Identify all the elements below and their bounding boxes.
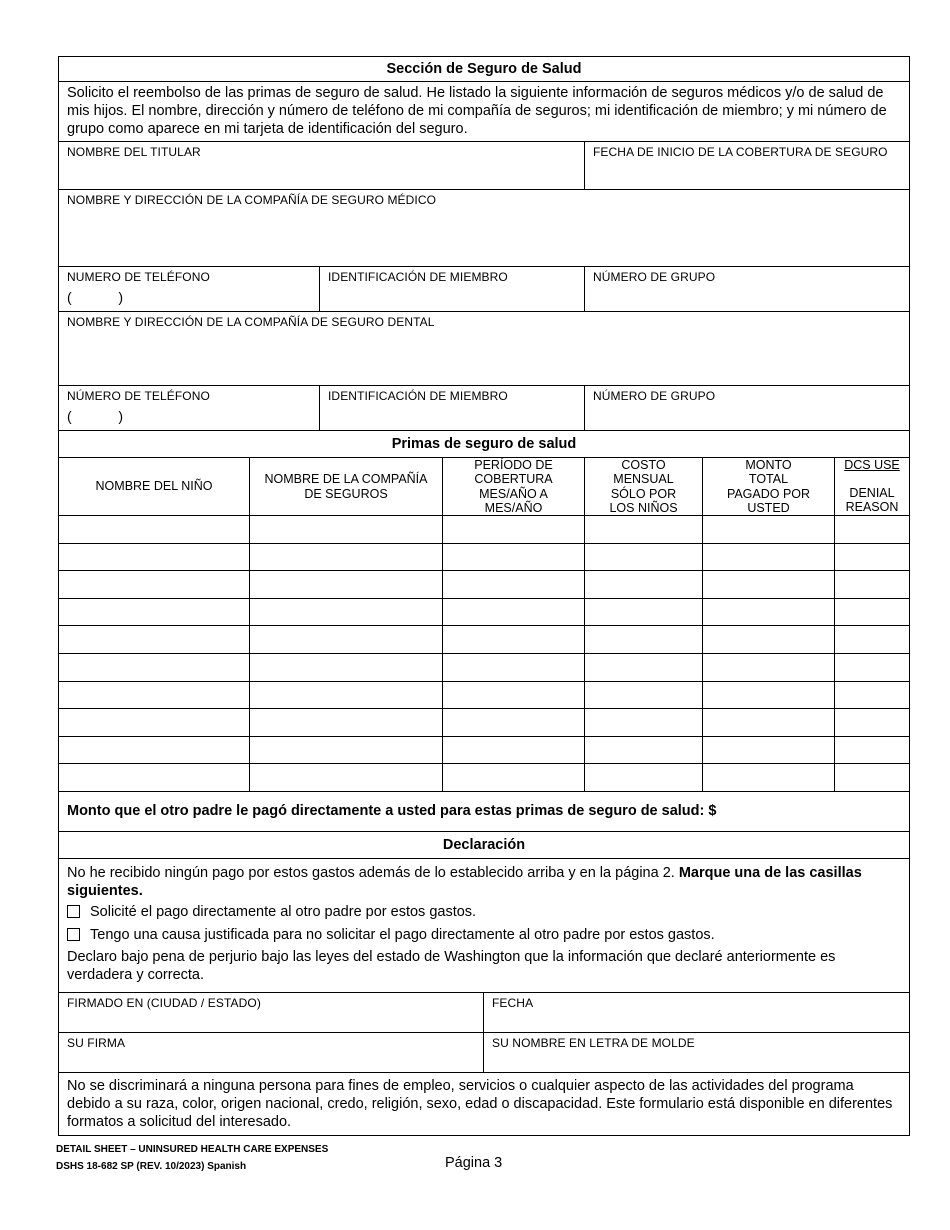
table-cell-monthly-cost[interactable]	[584, 654, 702, 681]
dental-member-id-label: IDENTIFICACIÓN DE MIEMBRO	[328, 389, 508, 403]
dental-contact-row	[59, 386, 909, 431]
table-cell-period[interactable]	[442, 709, 584, 736]
perjury-statement: Declaro bajo pena de perjurio bajo las leyes del estado de Washington que la información que declaré anteriormente es verdadera y correcta.	[67, 949, 836, 983]
table-row	[59, 709, 909, 737]
form-number: DSHS 18-682 SP (REV. 10/2023) Spanish	[56, 1161, 247, 1172]
signature-label: SU FIRMA	[67, 1036, 126, 1050]
table-cell-company[interactable]	[249, 599, 442, 626]
table-cell-period[interactable]	[442, 654, 584, 681]
table-cell-period[interactable]	[442, 599, 584, 626]
table-cell-child-name[interactable]	[59, 544, 249, 571]
table-cell-dcs-use	[834, 571, 909, 598]
table-row	[59, 654, 909, 682]
signature-row	[59, 1033, 909, 1073]
table-cell-dcs-use	[834, 682, 909, 709]
dental-phone-paren: ( )	[67, 408, 123, 424]
table-row	[59, 682, 909, 710]
signature-field[interactable]	[59, 1033, 483, 1072]
table-cell-dcs-use	[834, 544, 909, 571]
table-cell-total-paid[interactable]	[702, 516, 834, 543]
table-cell-dcs-use	[834, 764, 909, 791]
table-row	[59, 626, 909, 654]
dental-phone-field[interactable]	[59, 386, 319, 430]
other-parent-amount-row[interactable]	[59, 792, 909, 832]
col-child-name: NOMBRE DEL NIÑO	[95, 479, 213, 494]
table-cell-child-name[interactable]	[59, 764, 249, 791]
signed-at-label: FIRMADO EN (CIUDAD / ESTADO)	[67, 996, 261, 1010]
table-cell-company[interactable]	[249, 626, 442, 653]
table-cell-monthly-cost[interactable]	[584, 682, 702, 709]
table-row	[59, 516, 909, 544]
coverage-start-field[interactable]	[584, 142, 909, 189]
declaration-text-block	[67, 864, 897, 900]
table-cell-period[interactable]	[442, 764, 584, 791]
table-cell-monthly-cost[interactable]	[584, 737, 702, 764]
declaration-instruction: Marque una de las casillas siguientes.	[67, 865, 862, 899]
table-cell-monthly-cost[interactable]	[584, 516, 702, 543]
form-title: DETAIL SHEET – UNINSURED HEALTH CARE EXPENSES	[56, 1144, 329, 1155]
table-cell-period[interactable]	[442, 544, 584, 571]
table-row	[59, 764, 909, 792]
medical-phone-label: NUMERO DE TELÉFONO	[67, 270, 210, 284]
policy-holder-label: NOMBRE DEL TITULAR	[67, 145, 201, 159]
other-parent-amount-label: Monto que el otro padre le pagó directamente a usted para estas primas de seguro de salud: $	[67, 803, 717, 819]
policy-holder-field[interactable]	[59, 142, 584, 189]
dental-member-id-field[interactable]	[319, 386, 584, 430]
table-cell-child-name[interactable]	[59, 654, 249, 681]
option-1-checkbox[interactable]	[67, 905, 80, 918]
table-cell-total-paid[interactable]	[702, 764, 834, 791]
table-cell-company[interactable]	[249, 571, 442, 598]
table-cell-period[interactable]	[442, 626, 584, 653]
table-cell-total-paid[interactable]	[702, 599, 834, 626]
intro-text: Solicito el reembolso de las primas de seguro de salud. He listado la siguiente información de seguros médicos y/o de salud de mis hijos. El nombre, dirección y número de teléfono de mi compañía de seguros; mi identificación de miembro; y mi número de grupo como aparece en mi tarjeta de identificación del seguro.	[59, 82, 909, 142]
table-cell-total-paid[interactable]	[702, 571, 834, 598]
option-2-row[interactable]	[67, 927, 715, 943]
table-cell-company[interactable]	[249, 737, 442, 764]
table-cell-company[interactable]	[249, 709, 442, 736]
col-period: PERÍODO DE COBERTURA MES/AÑO A MES/AÑO	[442, 458, 584, 515]
table-cell-child-name[interactable]	[59, 571, 249, 598]
dental-group-field[interactable]	[584, 386, 909, 430]
table-cell-monthly-cost[interactable]	[584, 709, 702, 736]
table-cell-total-paid[interactable]	[702, 544, 834, 571]
denial-reason-label: DENIAL REASON	[845, 485, 899, 514]
premiums-title: Primas de seguro de salud	[59, 431, 909, 458]
table-cell-period[interactable]	[442, 571, 584, 598]
declaration-text: No he recibido ningún pago por estos gastos además de lo establecido arriba y en la página 2.	[67, 865, 675, 881]
table-cell-child-name[interactable]	[59, 599, 249, 626]
medical-group-field[interactable]	[584, 267, 909, 311]
date-label: FECHA	[492, 996, 534, 1010]
col-total-paid: MONTO TOTAL PAGADO POR USTED	[702, 458, 834, 515]
coverage-start-label: FECHA DE INICIO DE LA COBERTURA DE SEGURO	[593, 145, 888, 159]
medical-contact-row	[59, 267, 909, 312]
table-cell-dcs-use	[834, 516, 909, 543]
col-company: NOMBRE DE LA COMPAÑÍA DE SEGUROS	[249, 458, 442, 515]
dental-group-label: NÚMERO DE GRUPO	[593, 389, 716, 403]
table-cell-monthly-cost[interactable]	[584, 599, 702, 626]
medical-company-label: NOMBRE Y DIRECCIÓN DE LA COMPAÑÍA DE SEGURO MÉDICO	[67, 193, 437, 207]
dcs-use-label: DCS USE	[844, 458, 900, 472]
table-row	[59, 599, 909, 627]
table-cell-total-paid[interactable]	[702, 654, 834, 681]
table-cell-dcs-use	[834, 737, 909, 764]
date-field[interactable]	[483, 993, 909, 1032]
table-cell-child-name[interactable]	[59, 516, 249, 543]
premiums-header-row	[59, 458, 909, 516]
dental-company-label: NOMBRE Y DIRECCIÓN DE LA COMPAÑÍA DE SEGURO DENTAL	[67, 315, 435, 329]
table-cell-total-paid[interactable]	[702, 737, 834, 764]
table-cell-company[interactable]	[249, 764, 442, 791]
nondiscrimination-notice: No se discriminará a ninguna persona para fines de empleo, servicios o cualquier aspecto de las actividades del programa debido a su raza, color, origen nacional, credo, religión, sexo, edad o discapacidad. Este formulario está disponible en diferentes formatos a solicitud del interesado.	[67, 1078, 893, 1130]
table-cell-monthly-cost[interactable]	[584, 764, 702, 791]
dental-company-field[interactable]	[59, 312, 909, 386]
medical-phone-paren: ( )	[67, 289, 123, 305]
option-1-label: Solicité el pago directamente al otro padre por estos gastos.	[90, 904, 477, 920]
policy-holder-row	[59, 142, 909, 190]
table-cell-company[interactable]	[249, 516, 442, 543]
declaration-title: Declaración	[59, 832, 909, 859]
table-cell-child-name[interactable]	[59, 682, 249, 709]
table-cell-child-name[interactable]	[59, 709, 249, 736]
table-cell-dcs-use	[834, 599, 909, 626]
section-title: Sección de Seguro de Salud	[59, 57, 909, 82]
table-cell-dcs-use	[834, 709, 909, 736]
printed-name-field[interactable]	[483, 1033, 909, 1072]
table-cell-period[interactable]	[442, 682, 584, 709]
table-row	[59, 544, 909, 572]
medical-company-field[interactable]	[59, 190, 909, 267]
table-row	[59, 571, 909, 599]
declaration-body	[59, 859, 909, 993]
signed-at-field[interactable]	[59, 993, 483, 1032]
table-cell-child-name[interactable]	[59, 626, 249, 653]
col-dcs-use	[834, 458, 909, 515]
option-2-checkbox[interactable]	[67, 928, 80, 941]
page-number: Página 3	[445, 1155, 503, 1171]
table-cell-total-paid[interactable]	[702, 626, 834, 653]
table-cell-child-name[interactable]	[59, 737, 249, 764]
table-cell-company[interactable]	[249, 682, 442, 709]
table-cell-company[interactable]	[249, 654, 442, 681]
option-1-row[interactable]	[67, 904, 476, 920]
table-cell-dcs-use	[834, 654, 909, 681]
table-cell-total-paid[interactable]	[702, 709, 834, 736]
table-cell-dcs-use	[834, 626, 909, 653]
table-row	[59, 737, 909, 765]
medical-group-label: NÚMERO DE GRUPO	[593, 270, 716, 284]
table-cell-total-paid[interactable]	[702, 682, 834, 709]
printed-name-label: SU NOMBRE EN LETRA DE MOLDE	[492, 1036, 695, 1050]
health-insurance-form	[58, 56, 910, 1136]
medical-phone-field[interactable]	[59, 267, 319, 311]
medical-member-id-label: IDENTIFICACIÓN DE MIEMBRO	[328, 270, 508, 284]
table-cell-monthly-cost[interactable]	[584, 571, 702, 598]
option-2-label: Tengo una causa justificada para no solicitar el pago directamente al otro padre por estos gastos.	[90, 927, 715, 943]
signed-at-row	[59, 993, 909, 1033]
dental-phone-label: NÚMERO DE TELÉFONO	[67, 389, 210, 403]
table-cell-monthly-cost[interactable]	[584, 544, 702, 571]
table-cell-company[interactable]	[249, 544, 442, 571]
medical-member-id-field[interactable]	[319, 267, 584, 311]
table-cell-period[interactable]	[442, 516, 584, 543]
table-cell-monthly-cost[interactable]	[584, 626, 702, 653]
table-cell-period[interactable]	[442, 737, 584, 764]
col-monthly-cost: COSTO MENSUAL SÓLO POR LOS NIÑOS	[584, 458, 702, 515]
